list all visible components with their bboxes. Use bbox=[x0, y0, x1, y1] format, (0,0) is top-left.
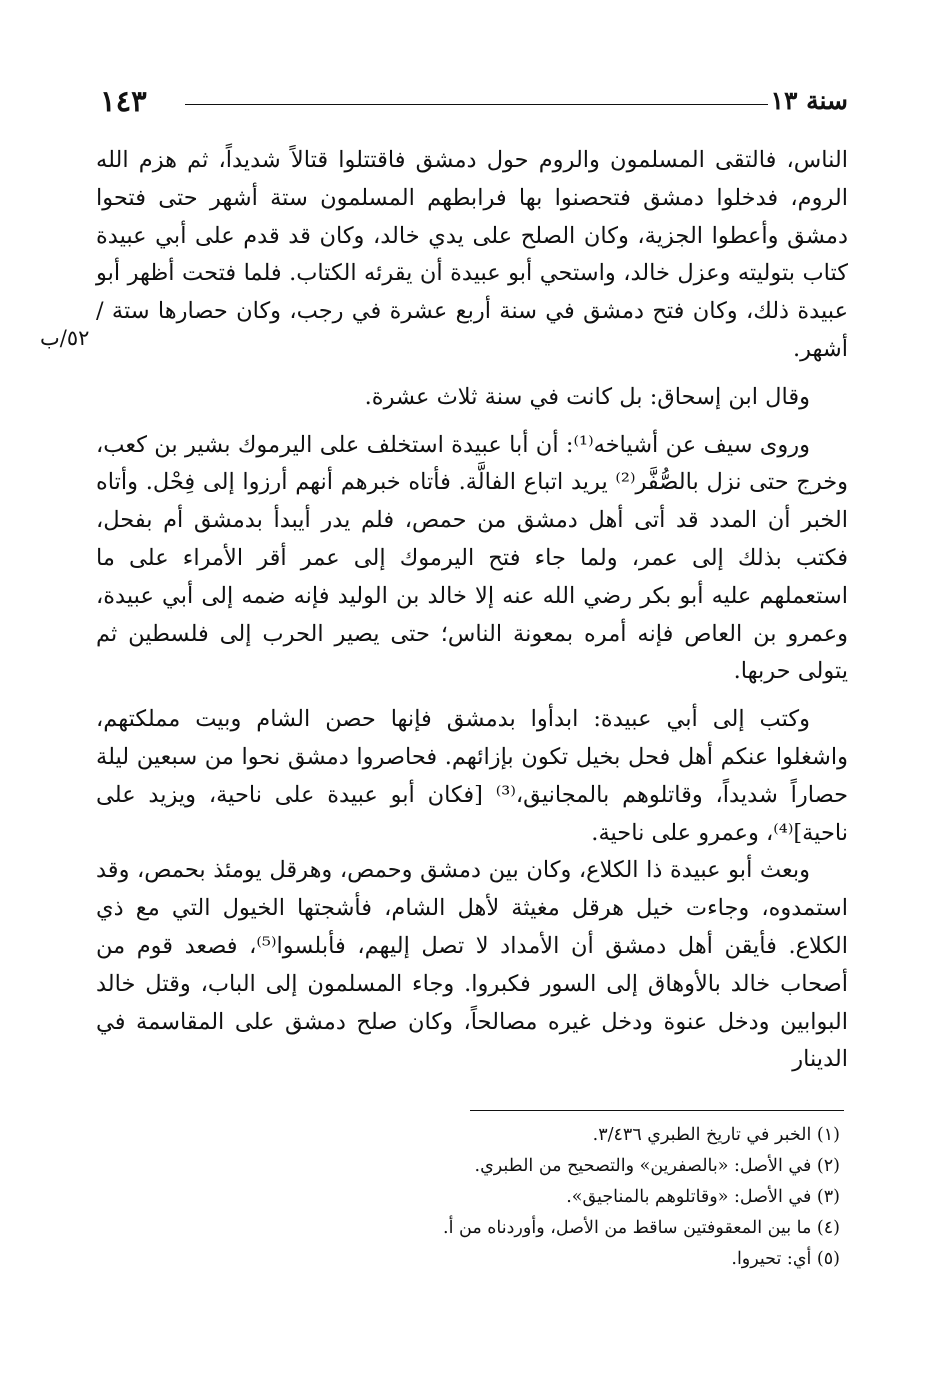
main-text bbox=[96, 142, 848, 1079]
page-header bbox=[100, 84, 848, 124]
page-number: ١٤٣ bbox=[100, 84, 147, 118]
running-head-year: سنة ١٣ bbox=[770, 86, 848, 115]
paragraph: وكتب إلى أبي عبيدة: ابدأوا بدمشق فإنها حصن الشام وبيت مملكتهم، واشغلوا عنكم أهل فحل بخيل تكون بإزائهم. فحاصروا دمشق نحوا من سبعين ليلة حصاراً شديداً، وقاتلوهم بالمجانيق،⁽³⁾ [فكان أبو عبيدة على ناحية، ويزيد على ناحية]⁽⁴⁾، وعمرو على ناحية. bbox=[96, 706, 848, 846]
footnote-rule bbox=[470, 1110, 844, 1111]
paragraph: وروى سيف عن أشياخه⁽¹⁾: أن أبا عبيدة استخلف على اليرموك بشير بن كعب، وخرج حتى نزل بالصُّفَّر⁽²⁾ يريد اتباع الفالَّة. فأتاه خبرهم أنهم أرزوا إلى فِحْل. وأتاه الخبر أن المدد قد أتى أهل دمشق من حمص، فلم يدر أيبدأ بدمشق أم بفحل، فكتب بذلك إلى عمر، ولما جاء فتح اليرموك إلى عمر أقر الأمراء على ما استعملهم عليه أبو بكر رضي الله عنه إلا خالد بن الوليد فإنه ضمه إلى أبي عبيدة، وعمرو بن العاص فإنه أمره بمعونة الناس؛ حتى يصير الحرب إلى فلسطين ثم يتولى حربها. bbox=[96, 431, 849, 685]
footnote: (٤) ما بين المعقوفتين ساقط من الأصل، وأوردناه من أ. bbox=[443, 1218, 840, 1238]
paragraph: وبعث أبو عبيدة ذا الكلاع، وكان بين دمشق وحمص، وهرقل يومئذ بحمص، وقد استمدوه، وجاءت خيل هرقل مغيثة لأهل الشام، فأشجتها الخيول التي مع ذي الكلاع. فأيقن أهل دمشق أن الأمداد لا تصل إليهم، فأبلسوا⁽⁵⁾، فصعد قوم من أصحاب خالد بالأوهاق إلى السور فكبروا. وجاء المسلمون إلى الباب، وقتل خالد البوابين ودخل عنوة ودخل غيره مصالحاً، وكان صلح دمشق على المقاسمة في الدينار bbox=[96, 857, 848, 1073]
footnote: (١) الخبر في تاريخ الطبري ٣/٤٣٦. bbox=[592, 1125, 840, 1145]
footnote: (٢) في الأصل: «بالصفرين» والتصحيح من الطبري. bbox=[474, 1156, 840, 1176]
paragraph: وقال ابن إسحاق: بل كانت في سنة ثلاث عشرة. bbox=[364, 383, 810, 410]
footnote: (٣) في الأصل: «وقاتلوهم بالمناجيق». bbox=[566, 1187, 840, 1207]
manuscript-folio-note: ٥٢/ب bbox=[40, 326, 90, 350]
footnotes bbox=[140, 1120, 840, 1275]
footnote: (٥) أي: تحيروا. bbox=[731, 1249, 840, 1269]
paragraph: الناس، فالتقى المسلمون والروم حول دمشق فاقتتلوا قتالاً شديداً، ثم هزم الله الروم، فدخلوا دمشق فتحصنوا بها فرابطهم المسلمون ستة أشهر حتى فتحوا دمشق وأعطوا الجزية، وكان الصلح على يدي خالد، وكان قد قدم على أبي عبيدة كتاب بتوليته وعزل خالد، واستحي أبو عبيدة أن يقرئه الكتاب. فلما فتحت أظهر أبو عبيدة ذلك، وكان فتح دمشق في سنة أربع عشرة في رجب، وكان حصارها ستة / أشهر. bbox=[96, 147, 848, 362]
header-rule bbox=[185, 104, 768, 105]
